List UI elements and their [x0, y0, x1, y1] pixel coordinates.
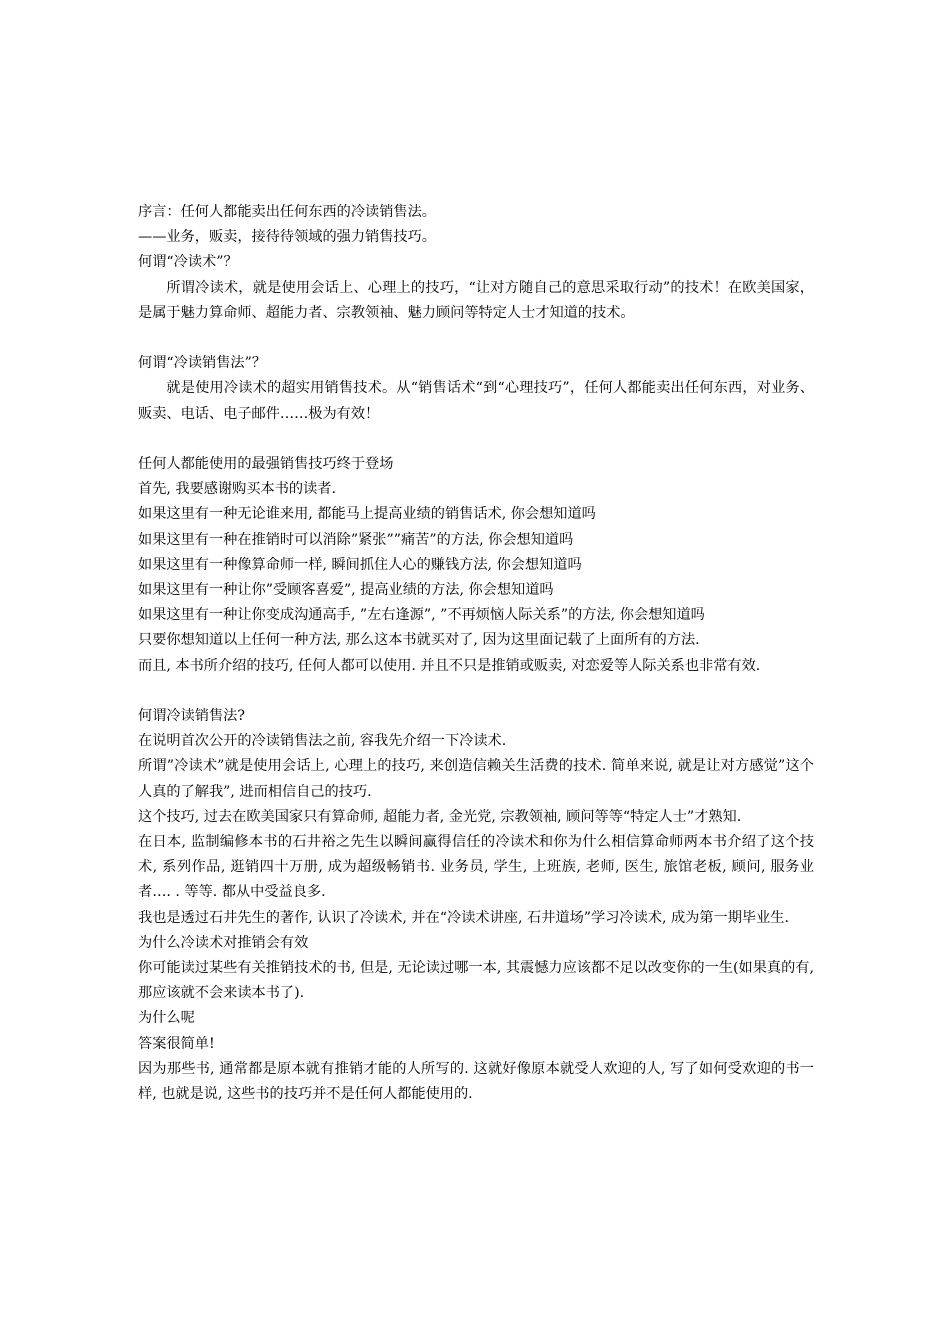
heading-cold-reading: 何谓“冷读术”？: [138, 254, 238, 271]
paragraph-japan: 在日本, 监制编修本书的石井裕之先生以瞬间赢得信任的冷读术和你为什么相信算命师两本书介绍了这个技术, 系列作品, 逛销四十万册, 成为超级畅销书. 业务员, 学生, 上班族, 老师, 医生, 旅馆老板, 顾问, 服务业者…. . 等等. 都从中受益良多.: [138, 834, 814, 901]
paragraph-cold-reading-sales-definition: 就是使用冷读术的超实用销售技术。从“销售话术“到“心理技巧”，任何人都能卖出任何东西，对业务、贩卖、电话、电子邮件……极为有效！: [138, 380, 814, 422]
paragraph-special-people: 这个技巧, 过去在欧美国家只有算命师, 超能力者, 金光党, 宗教领袖, 顾问等等“特定人士”才熟知.: [138, 808, 742, 825]
heading-strongest-technique: 任何人都能使用的最强销售技巧终于登场: [138, 456, 394, 472]
paragraph-author-learning: 我也是透过石井先生的著作, 认识了冷读术, 并在“冷读术讲座, 石井道场”学习冷读术, 成为第一期毕业生.: [138, 909, 789, 926]
paragraph-cold-reading-trust: 所谓”冷读术”就是使用会话上, 心理上的技巧, 来创造信赖关生活费的技术. 简单来说, 就是让对方感觉”这个人真的了解我”, 进而相信自己的技巧.: [138, 758, 814, 800]
blank-line: [138, 326, 814, 351]
paragraph-question-5: 如果这里有一种让你变成沟通高手, ”左右逢源”, ”不再烦恼人际关系”的方法, 你会想知道吗: [138, 607, 705, 624]
paragraph-cold-reading-definition: 所谓冷读术，就是使用会话上、心理上的技巧，“让对方随自己的意思采取行动”的技术！在欧美国家，是属于魅力算命师、超能力者、宗教领袖、魅力顾问等特定人士才知道的技术。: [138, 279, 814, 321]
document-page: [138, 200, 814, 1107]
blank-line: [138, 679, 814, 704]
paragraph-bought-right: 只要你想知道以上任何一种方法, 那么这本书就买对了, 因为这里面记载了上面所有的方法.: [138, 632, 700, 649]
blank-line: [138, 427, 814, 452]
paragraph-why: 为什么呢: [138, 1010, 195, 1027]
paragraph-intro-cold-reading: 在说明首次公开的冷读销售法之前, 容我先介绍一下冷读术.: [138, 733, 507, 750]
paragraph-question-2: 如果这里有一种在推销时可以消除”紧张””痛苦”的方法, 你会想知道吗: [138, 531, 574, 548]
heading-cold-reading-sales: 何谓“冷读销售法”？: [138, 355, 267, 372]
paragraph-question-3: 如果这里有一种像算命师一样, 瞬间抓住人心的赚钱方法, 你会想知道吗: [138, 556, 582, 573]
heading-why-effective: 为什么冷读术对推销会有效: [138, 934, 309, 951]
paragraph-answer-simple: 答案很简单!: [138, 1035, 215, 1052]
paragraph-question-1: 如果这里有一种无论谁来用, 都能马上提高业绩的销售话术, 你会想知道吗: [138, 506, 596, 523]
paragraph-because: 因为那些书, 通常都是原本就有推销才能的人所写的. 这就好像原本就受人欢迎的人, 写了如何受欢迎的书一样, 也就是说, 这些书的技巧并不是任何人都能使用的.: [138, 1060, 814, 1103]
paragraph-thanks: 首先, 我要感谢购买本书的读者.: [138, 481, 336, 498]
preface-subtitle: ——业务，贩卖，接待待领域的强力销售技巧。: [138, 229, 436, 246]
paragraph-anyone-can-use: 而且, 本书所介绍的技巧, 任何人都可以使用. 并且不只是推销或贩卖, 对恋爱等人际关系也非常有效.: [138, 657, 761, 674]
paragraph-other-books: 你可能读过某些有关推销技术的书, 但是, 无论读过哪一本, 其震憾力应该都不足以改变你的一生(如果真的有, 那应该就不会来读本书了).: [138, 960, 814, 1002]
preface-title: 序言：任何人都能卖出任何东西的冷读销售法。: [138, 204, 436, 220]
heading-what-is-cold-reading-sales: 何谓冷读销售法?: [138, 708, 245, 725]
paragraph-question-4: 如果这里有一种让你”受顾客喜爱”, 提高业绩的方法, 你会想知道吗: [138, 582, 554, 599]
